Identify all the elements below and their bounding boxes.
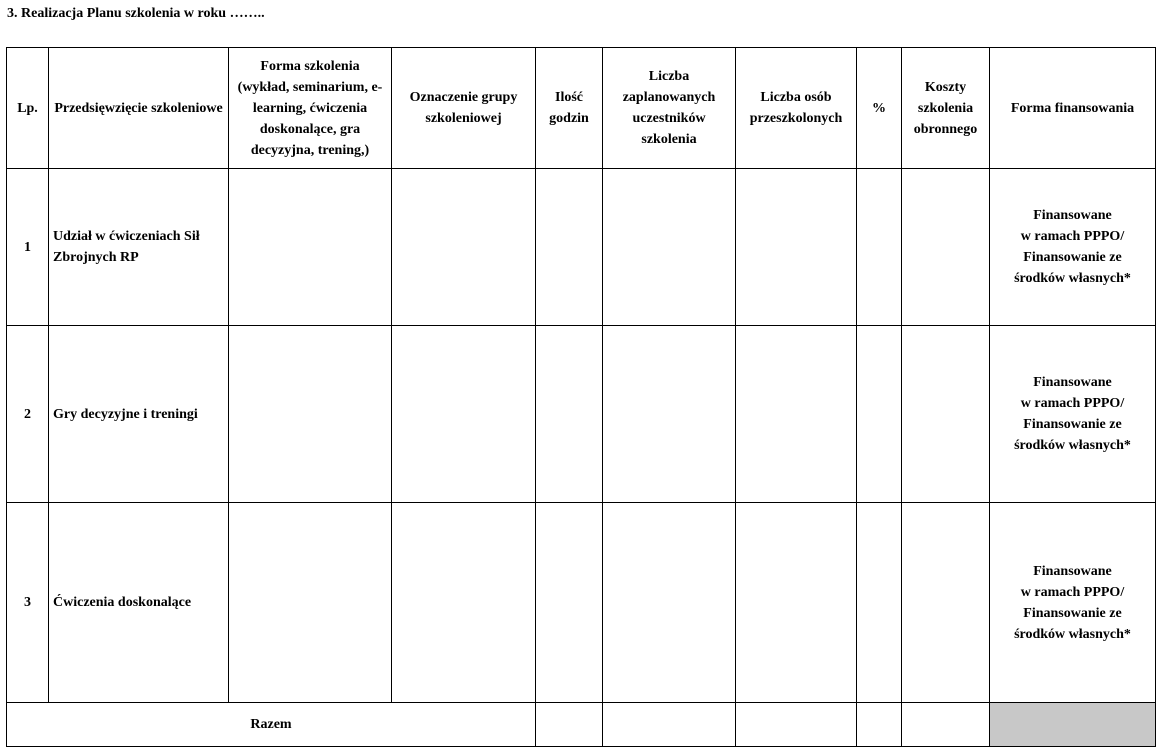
total-planned-cell[interactable]: [603, 703, 736, 747]
training-plan-table: [6, 47, 1156, 747]
header-hours: Ilość godzin: [536, 48, 603, 169]
total-trained-cell[interactable]: [736, 703, 857, 747]
planned-cell[interactable]: [603, 326, 736, 503]
hours-cell[interactable]: [536, 169, 603, 326]
total-label: Razem: [7, 703, 536, 747]
event-name: Udział w ćwiczeniach Sił Zbrojnych RP: [49, 169, 229, 326]
funding-line: Finansowane: [1033, 563, 1112, 579]
funding-line: Finansowanie ze: [1023, 250, 1122, 265]
trained-cell[interactable]: [736, 326, 857, 503]
table-row: [7, 503, 1156, 703]
header-percent: %: [857, 48, 902, 169]
trained-cell[interactable]: [736, 169, 857, 326]
total-row: [7, 703, 1156, 747]
row-number: 2: [7, 326, 49, 503]
table-row: [7, 326, 1156, 503]
percent-cell[interactable]: [857, 169, 902, 326]
funding-line: środków własnych*: [1014, 626, 1131, 642]
funding-line: Finansowanie ze: [1023, 605, 1122, 621]
funding-line: Finansowanie ze: [1023, 417, 1122, 432]
funding-line: środków własnych*: [1014, 438, 1131, 453]
header-lp: Lp.: [7, 48, 49, 169]
form-cell[interactable]: [229, 169, 392, 326]
trained-cell[interactable]: [736, 503, 857, 703]
group-cell[interactable]: [392, 503, 536, 703]
funding-line: środków własnych*: [1014, 271, 1131, 286]
funding-cell: [990, 169, 1156, 326]
costs-cell[interactable]: [902, 326, 990, 503]
total-funding-shaded-cell: [990, 703, 1156, 747]
planned-cell[interactable]: [603, 169, 736, 326]
percent-cell[interactable]: [857, 503, 902, 703]
row-number: 3: [7, 503, 49, 703]
total-costs-cell[interactable]: [902, 703, 990, 747]
group-cell[interactable]: [392, 169, 536, 326]
funding-cell: [990, 326, 1156, 503]
hours-cell[interactable]: [536, 503, 603, 703]
costs-cell[interactable]: [902, 169, 990, 326]
funding-line: Finansowane: [1033, 375, 1112, 390]
row-number: 1: [7, 169, 49, 326]
funding-line: w ramach PPPO/: [1020, 396, 1125, 411]
header-costs: Koszty szkolenia obronnego: [902, 48, 990, 169]
funding-line: w ramach PPPO/: [1020, 584, 1125, 600]
funding-line: w ramach PPPO/: [1020, 229, 1125, 244]
group-cell[interactable]: [392, 326, 536, 503]
header-group: Oznaczenie grupy szkoleniowej: [392, 48, 536, 169]
header-event: Przedsięwzięcie szkoleniowe: [49, 48, 229, 169]
percent-cell[interactable]: [857, 326, 902, 503]
total-percent-cell[interactable]: [857, 703, 902, 747]
event-name: Gry decyzyjne i treningi: [49, 326, 229, 503]
header-row: [7, 48, 1156, 169]
total-hours-cell[interactable]: [536, 703, 603, 747]
funding-line: Finansowane: [1033, 208, 1112, 223]
event-name: Ćwiczenia doskonalące: [49, 503, 229, 703]
costs-cell[interactable]: [902, 503, 990, 703]
table-row: [7, 169, 1156, 326]
form-cell[interactable]: [229, 503, 392, 703]
hours-cell[interactable]: [536, 326, 603, 503]
header-trained: Liczba osób przeszkolonych: [736, 48, 857, 169]
funding-cell: [990, 503, 1156, 703]
section-title: 3. Realizacja Planu szkolenia w roku ……..: [7, 6, 265, 21]
header-form: Forma szkolenia (wykład, seminarium, e-learning, ćwiczenia doskonalące, gra decyzyjna, trening,): [229, 48, 392, 169]
header-funding: Forma finansowania: [990, 48, 1156, 169]
form-cell[interactable]: [229, 326, 392, 503]
header-planned: Liczba zaplanowanych uczestników szkolenia: [603, 48, 736, 169]
planned-cell[interactable]: [603, 503, 736, 703]
